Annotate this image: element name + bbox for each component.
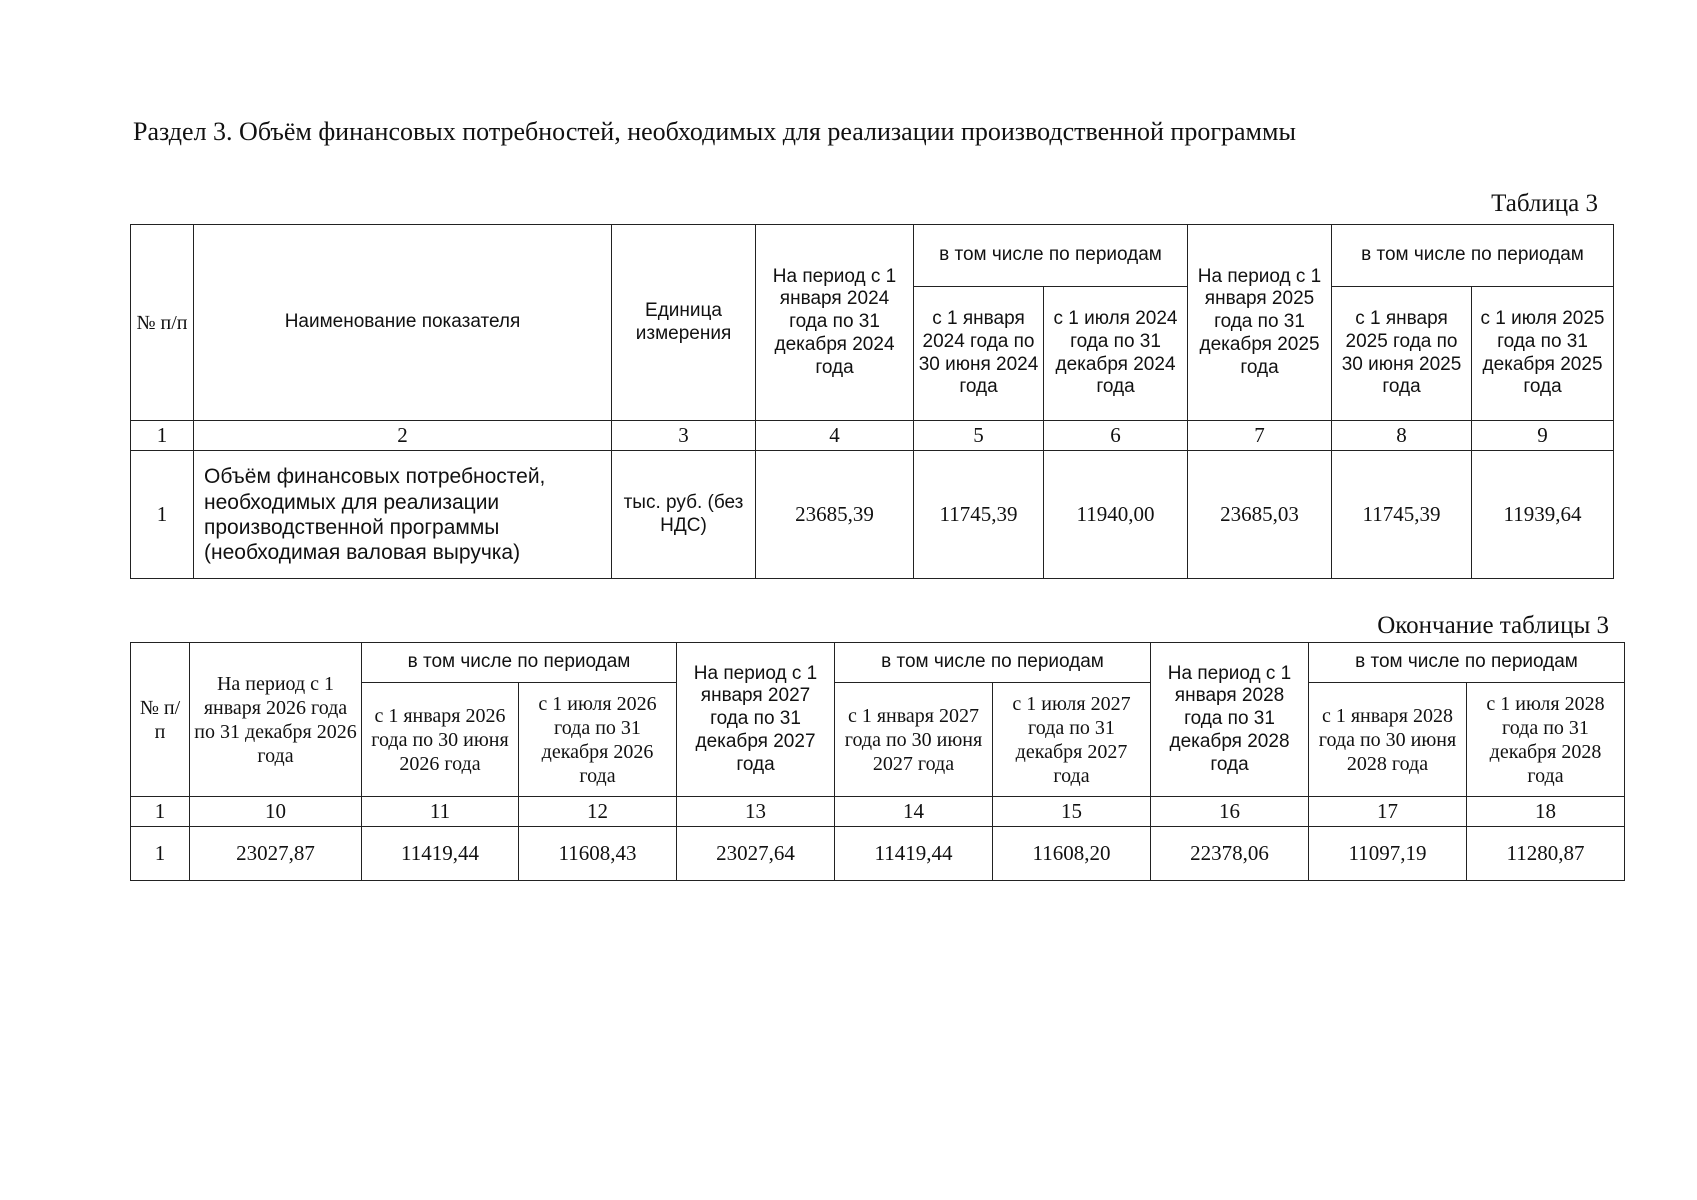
col-number: 9	[1472, 421, 1614, 451]
col-number: 17	[1309, 797, 1467, 827]
value-h1-2026: 11419,44	[362, 827, 519, 881]
header-h2-2026: с 1 июля 2026 года по 31 декабря 2026 года	[519, 683, 677, 797]
header-period-2026: На период с 1 января 2026 года по 31 декабря 2026 года	[190, 643, 362, 797]
header-unit: Единица измерения	[612, 225, 756, 421]
header-name: Наименование показателя	[194, 225, 612, 421]
header-h2-2028: с 1 июля 2028 года по 31 декабря 2028 года	[1467, 683, 1625, 797]
col-number: 2	[194, 421, 612, 451]
section-title: Раздел 3. Объём финансовых потребностей, необходимых для реализации производственной программы	[133, 117, 1296, 146]
header-h2-2025: с 1 июля 2025 года по 31 декабря 2025 года	[1472, 287, 1614, 421]
col-number: 18	[1467, 797, 1625, 827]
header-period-2025: На период с 1 января 2025 года по 31 декабря 2025 года	[1188, 225, 1332, 421]
row-num: 1	[131, 451, 194, 579]
col-number: 14	[835, 797, 993, 827]
header-group-2028: в том числе по периодам	[1309, 643, 1625, 683]
table1	[130, 224, 1614, 579]
col-number: 4	[756, 421, 914, 451]
header-h2-2027: с 1 июля 2027 года по 31 декабря 2027 года	[993, 683, 1151, 797]
header-h1-2028: с 1 января 2028 года по 30 июня 2028 года	[1309, 683, 1467, 797]
header-period-2024: На период с 1 января 2024 года по 31 декабря 2024 года	[756, 225, 914, 421]
row-num: 1	[131, 827, 190, 881]
table-row	[131, 827, 1625, 881]
value-h2-2025: 11939,64	[1472, 451, 1614, 579]
header-group-2027: в том числе по периодам	[835, 643, 1151, 683]
col-number: 6	[1044, 421, 1188, 451]
header-h2-2024: с 1 июля 2024 года по 31 декабря 2024 года	[1044, 287, 1188, 421]
value-h1-2024: 11745,39	[914, 451, 1044, 579]
value-h1-2027: 11419,44	[835, 827, 993, 881]
table-row	[131, 451, 1614, 579]
value-h1-2025: 11745,39	[1332, 451, 1472, 579]
value-2025: 23685,03	[1188, 451, 1332, 579]
value-2027: 23027,64	[677, 827, 835, 881]
header-h1-2027: с 1 января 2027 года по 30 июня 2027 года	[835, 683, 993, 797]
table2	[130, 642, 1625, 881]
col-number: 8	[1332, 421, 1472, 451]
col-number: 12	[519, 797, 677, 827]
header-h1-2025: с 1 января 2025 года по 30 июня 2025 года	[1332, 287, 1472, 421]
value-2028: 22378,06	[1151, 827, 1309, 881]
header-group-2025: в том числе по периодам	[1332, 225, 1614, 287]
header-h1-2024: с 1 января 2024 года по 30 июня 2024 года	[914, 287, 1044, 421]
table1-caption: Таблица 3	[1491, 190, 1598, 217]
table2-caption: Окончание таблицы 3	[1377, 612, 1609, 639]
col-number: 16	[1151, 797, 1309, 827]
col-number: 11	[362, 797, 519, 827]
row-unit: тыс. руб. (без НДС)	[612, 451, 756, 579]
header-group-2026: в том числе по периодам	[362, 643, 677, 683]
col-number: 1	[131, 797, 190, 827]
header-period-2028: На период с 1 января 2028 года по 31 декабря 2028 года	[1151, 643, 1309, 797]
col-number: 1	[131, 421, 194, 451]
col-number: 13	[677, 797, 835, 827]
header-num: № п/п	[131, 225, 194, 421]
value-h2-2026: 11608,43	[519, 827, 677, 881]
value-h2-2024: 11940,00	[1044, 451, 1188, 579]
header-group-2024: в том числе по периодам	[914, 225, 1188, 287]
value-2024: 23685,39	[756, 451, 914, 579]
value-h1-2028: 11097,19	[1309, 827, 1467, 881]
value-2026: 23027,87	[190, 827, 362, 881]
col-number: 10	[190, 797, 362, 827]
header-h1-2026: с 1 января 2026 года по 30 июня 2026 года	[362, 683, 519, 797]
header-num: № п/п	[131, 643, 190, 797]
col-number: 3	[612, 421, 756, 451]
value-h2-2028: 11280,87	[1467, 827, 1625, 881]
header-period-2027: На период с 1 января 2027 года по 31 декабря 2027 года	[677, 643, 835, 797]
row-indicator-name: Объём финансовых потребностей, необходимых для реализации производственной программы (необходимая валовая выручка)	[194, 451, 612, 579]
col-number: 15	[993, 797, 1151, 827]
col-number: 5	[914, 421, 1044, 451]
value-h2-2027: 11608,20	[993, 827, 1151, 881]
col-number: 7	[1188, 421, 1332, 451]
